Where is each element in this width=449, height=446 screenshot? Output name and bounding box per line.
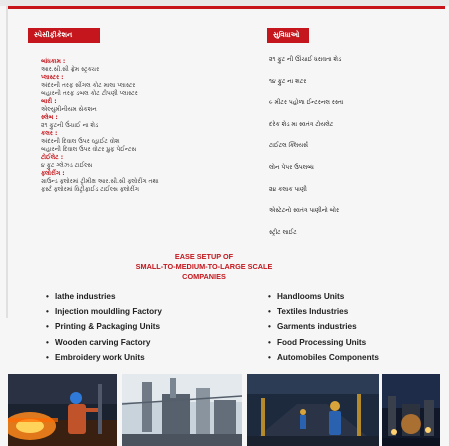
amenity-item: ૨૪ કલાક પાણી (269, 185, 307, 193)
amenity-item: ૨૧ ફુટ ની ઊંચાઈ ધરાવતા શેડ (269, 56, 342, 63)
spec-item-line: અંદરની તરફ સીંગલ કોટ માલા પ્લાસ્ટર (41, 82, 136, 89)
spec-item-line: ૪ ફુટ ગ્લેઝડ ટાઈલ્સ (41, 162, 93, 169)
top-red-rule (6, 6, 445, 9)
amenity-item: દરેક શેડ મા સ્વતંત્ર ટોયલેટ (269, 120, 334, 128)
industry-label: Textiles Industries (277, 307, 349, 317)
left-margin-rule (6, 6, 8, 318)
industry-label: Wooden carving Factory (55, 337, 151, 347)
spec-item-title: સ્લેબ : (41, 114, 58, 121)
amenity-item: એસ્ટેટનો સ્વતંત્ર પાણીનો બોર (269, 207, 340, 215)
industry-label: lathe industries (55, 292, 116, 301)
amenity-item: ૯ મીટર પહોળા ઈન્ટરનલ રસ્તા (269, 99, 344, 107)
amenity-item: સ્ટ્રીટ લાઈટ (269, 228, 297, 236)
steel-mill-worker-photo (8, 374, 117, 446)
industrial-plant-photo (122, 374, 242, 446)
industry-label: Garments industries (277, 322, 357, 332)
spec-item-line: ૨૧ ફુટની ઉંચાઈ ના શેડ (41, 122, 99, 129)
spec-item-line: બહારની દિવાલ ઉપર વોટર પ્રુફ પેઈન્ટસ (41, 146, 137, 153)
industry-label: Food Processing Units (277, 337, 367, 347)
spec-item-line: આર.સી.સી ફ્રેમ સ્ટ્રક્ચર (41, 66, 100, 73)
ease-title-line-2: SMALL-TO-MEDIUM-TO-LARGE SCALE (135, 262, 273, 272)
spec-item-line: એલ્યુમીનીયમ સેકશન (41, 106, 97, 113)
industry-label: Automobiles Components (277, 352, 379, 362)
spec-item-line: અંદરની દિવાલ ઉપર વ્હાઈટ વોશ (41, 138, 120, 145)
bullet-icon: • (46, 337, 49, 347)
industry-label: Handlooms Units (277, 292, 345, 301)
industries-left-list (46, 292, 162, 368)
industry-item (46, 338, 162, 353)
spec-item-title: ફ્લોરીંગ : (41, 170, 65, 177)
spec-item-title: ટોઈલેટ : (41, 154, 64, 161)
bullet-icon: • (46, 307, 49, 317)
industry-label: Injection mouldling Factory (55, 307, 162, 317)
spec-item (41, 130, 241, 154)
spec-item (41, 154, 241, 170)
industry-item (268, 322, 379, 337)
industry-item (46, 322, 162, 337)
industry-item (46, 353, 162, 368)
spec-item (41, 170, 241, 194)
ease-title-line-1: EASE SETUP OF (174, 252, 234, 261)
specifications-list (41, 58, 241, 194)
specifications-heading: સ્પેસીફીકેશન (28, 28, 100, 43)
bullet-icon: • (268, 307, 271, 317)
amenity-item: ૧૪ ફુટ ના શટર (269, 77, 307, 85)
spec-item-line: ગ્રાઉન્ડ ફ્લોરમાં ટ્રીમીક્ષ આર.સી.સી ફ્લોરીંગ તથા (41, 178, 159, 185)
industry-item (268, 292, 379, 307)
industry-item (46, 307, 162, 322)
spec-item (41, 98, 241, 114)
spec-item-title: પ્લાસ્ટર : (41, 74, 64, 81)
spec-item (41, 114, 241, 130)
bullet-icon: • (268, 322, 271, 332)
industry-label: Printing & Packaging Units (55, 322, 161, 332)
bullet-icon: • (46, 322, 49, 332)
industry-label: Embroidery work Units (55, 352, 145, 362)
industry-item (46, 292, 162, 307)
bullet-icon: • (46, 292, 49, 301)
ease-setup-title (95, 252, 313, 283)
industry-item (268, 353, 379, 368)
industries-right-list (268, 292, 379, 368)
factory-night-photo (382, 374, 440, 446)
spec-item (41, 58, 241, 74)
spec-item-title: કલર : (41, 130, 58, 137)
spec-item-title: બાંધકામ : (41, 58, 66, 65)
spec-item-line: બહારની તરફ ડબલ કોટ ટીપણી પ્લાસ્ટર (41, 90, 138, 97)
bullet-icon: • (268, 337, 271, 347)
amenity-item: ટાઈટલ ક્લિયર્સ (269, 142, 308, 150)
bullet-icon: • (268, 292, 271, 301)
industry-item (268, 307, 379, 322)
bullet-icon: • (268, 352, 271, 362)
amenities-heading: સુવિધાઓ (267, 28, 309, 43)
ease-title-line-3: COMPANIES (182, 272, 226, 282)
amenity-item: લોન પેપર ઉપલબ્ધ (269, 163, 314, 171)
spec-item (41, 74, 241, 98)
industry-item (268, 338, 379, 353)
amenities-list (269, 55, 439, 249)
spec-item-title: બારી : (41, 98, 57, 105)
factory-workers-photo (247, 374, 379, 446)
bullet-icon: • (46, 352, 49, 362)
spec-item-line: ફર્સ્ટ ફ્લોરમાં વિટ્રીફાઈડ ટાઈલ્સ ફ્લોરીંગ (41, 186, 139, 193)
